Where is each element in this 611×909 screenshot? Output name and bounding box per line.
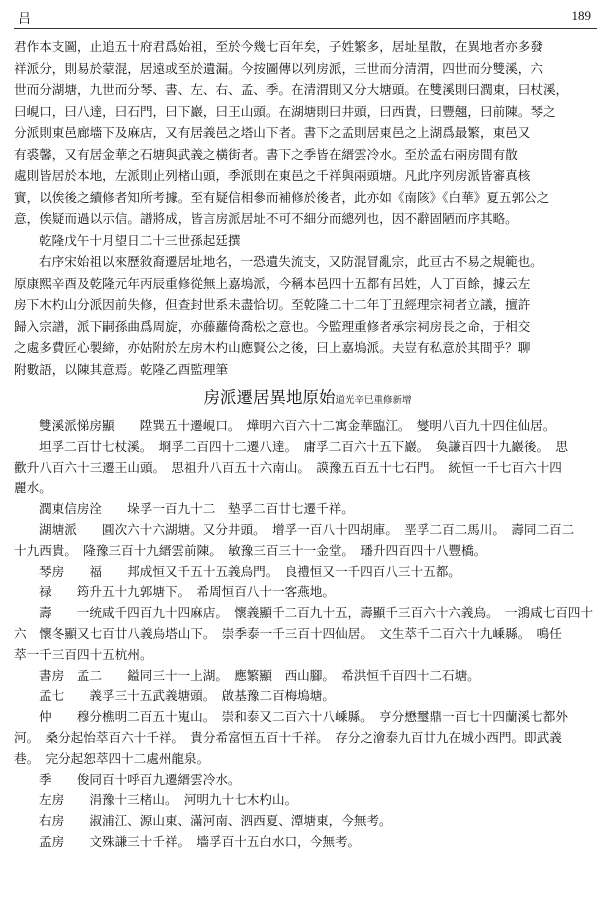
- entry-line: 壽 一统咸千四百九十四麻店。 懷義顯千二百九十五，壽顯千三百六十六義烏。 一鴻咸七百四十: [39, 605, 594, 621]
- entry-line: 季 俊同百十呼百九遷縉雲冷水。: [39, 771, 241, 787]
- entry-line: 巷。 完分起恕萃四十二處州龍泉。: [14, 750, 210, 766]
- entry-line: 孟房 文殊謙三十千祥。 墻孚百十五白水口，今無考。: [39, 833, 361, 849]
- entry-line: 河。 桑分起怡萃百六十千祥。 貴分希富恒五百十千祥。 存分之澮泰九百廿九在城小西門。即武義: [14, 729, 562, 745]
- preface-line: 君作本支圖，止追五十府君爲始祖，至於今幾七百年矣，子姓繁多，居址星散，在異地者亦多發: [14, 39, 543, 54]
- preface-line: 分派則東邑廊墻下及麻店，又有居義邑之塔山下者。書下之孟則居東邑之上湖爲最繁，東邑又: [14, 125, 531, 140]
- entry-line: 坦孚二百廿七杖溪。 埛孚二百四十二遷八達。 庸孚二百六十五下巖。 奐謙百四十九巖後。 思: [39, 438, 568, 454]
- running-head: [14, 8, 597, 26]
- section-title: [14, 384, 601, 412]
- section-title-note: 道光辛巳重修新增: [335, 395, 412, 406]
- section-title-text: 房派遷居異地原始: [203, 388, 336, 407]
- entry-line: 雙溪派悌房顯 陞巽五十遷峴口。 燁明六百六十二寓金華臨江。 燮明八百九十四住仙居。: [39, 418, 556, 433]
- preface-line: 曰峴口，曰八達，曰石門，曰下巖，曰王山頭。在湖塘則曰井頭，曰西貴，曰豐翹，曰前陳。琴之: [14, 103, 556, 119]
- entry-line: 歡升八百六十三遷王山頭。 思祖升八百五十六南山。 謨豫五百五十七石門。 統恒一千七百六十四: [14, 459, 562, 475]
- page-number: 189: [571, 8, 591, 23]
- running-head-title: 吕: [18, 12, 32, 27]
- header-rule: [14, 28, 597, 29]
- entry-line: 右房 淑浦江、源山東、滿河南、泗西夏、潭塘東，今無考。: [39, 813, 392, 829]
- preface-line: 世而分湖塘，九世而分琴、書、左、右、孟、季。在清渭則又分大塘頭。在雙溪則曰潤東，曰杖溪，: [14, 82, 569, 97]
- entry-line: 湖塘派 圓次六十六湖塘。又分井頭。 增孚一百八十四胡庫。 垩孚二百二馬川。 壽同二百二: [39, 521, 575, 537]
- entry-line: 仲 穆分樵明二百五十嵬山。 崇和泰又二百六十八嵊縣。 亨分懋璽鼎一百七十四蘭溪七都外: [39, 709, 568, 725]
- preface-date-line: 乾隆戊午十月望日二十三世孫起廷撰: [39, 232, 241, 248]
- preface-line: 實，以俟後之續修者知所考據。至有疑信相參而補修於後者，此亦如《南陔》《白華》夏五郭公之: [14, 189, 550, 205]
- postscript-line: 右序宋始祖以來歷敘裔遷居址地名，一恐遺失流支，又防混冒亂宗，此亘古不易之規範也。: [39, 254, 543, 269]
- postscript-line: 歸入宗譜，派下嗣孫曲爲周旋，亦藤蘿倚喬松之意也。今監理重修者承宗祠房長之命，于相交: [14, 318, 531, 334]
- preface-line: 祥派分，則易於蒙混，居遠或至於遺漏。今按圖傳以列房派，三世而分清渭，四世而分雙溪，六: [14, 60, 543, 76]
- entry-line: 萃一千三百四十五杭州。: [14, 646, 153, 662]
- entry-line: 麗水。: [14, 480, 52, 496]
- entry-line: 孟七 義孚三十五武義塘頭。 啟基豫二百梅塢塘。: [39, 688, 335, 704]
- postscript-line: 原康熙辛酉及乾隆元年丙辰重修從無上嘉塢派，今稱本邑四十五都有呂姓，人丁百餘，據云左: [14, 275, 531, 291]
- postscript-line: 房下木杓山分派因前失修，但查封世系未盡恰切。至乾隆二十二年丁丑經理宗祠者立議，擅許: [14, 297, 531, 312]
- entry-line: 禄 筠升五十九郭塘下。 希周恒百八十一客燕地。: [39, 584, 335, 600]
- preface-line: 處則皆居於本地，左派則止列楮山頭，季派則在東邑之千祥與兩頭塘。凡此序列房派皆審真核: [14, 168, 531, 183]
- entry-line: 琴房 福 邦成恒又千五十五義烏門。 良禮恒又一千四百八三十五都。: [39, 563, 461, 579]
- entry-line: 左房 涓豫十三楮山。 河明九十七木杓山。: [39, 792, 298, 808]
- entry-line: 書房 孟二 鎰同三十一上湖。 應繁顯 西山腳。 希洪恒千百四十二石塘。: [39, 667, 480, 683]
- entry-line: 十九西貴。 隆豫三百十九縉雲前陳。 敏豫三百三十一金堂。 璠升四百四十八豐橋。: [14, 542, 487, 558]
- preface-line: 有裘馨，又有居金華之石塘與武義之橫街者。書下之季皆在縉雲冷水。至於孟右兩房間有散: [14, 146, 518, 162]
- postscript-line: 附數語，以陳其意焉。乾隆乙酉監理筆: [14, 361, 229, 377]
- body-text: [14, 36, 601, 853]
- entry-line: 六 懷冬顯又七百廿八義烏塔山下。 崇季泰一千三百十四仙居。 文生萃千二百六十九嵊縣。 鳴任: [14, 625, 562, 641]
- entry-line: 潤東信房洤 垛孚一百九十二 墊孚二百廿七遷千祥。: [39, 501, 354, 517]
- postscript-line: 之處多費匠心製締，亦姑附於左房木杓山應賢公之後，曰上嘉塢派。夫豈有私意於其間乎？聊: [14, 340, 531, 355]
- preface-line: 意，俟疑而過以示信。譜將成，皆言房派居址不可不細分而總列也，因不辭固陋而序其略。: [14, 211, 518, 226]
